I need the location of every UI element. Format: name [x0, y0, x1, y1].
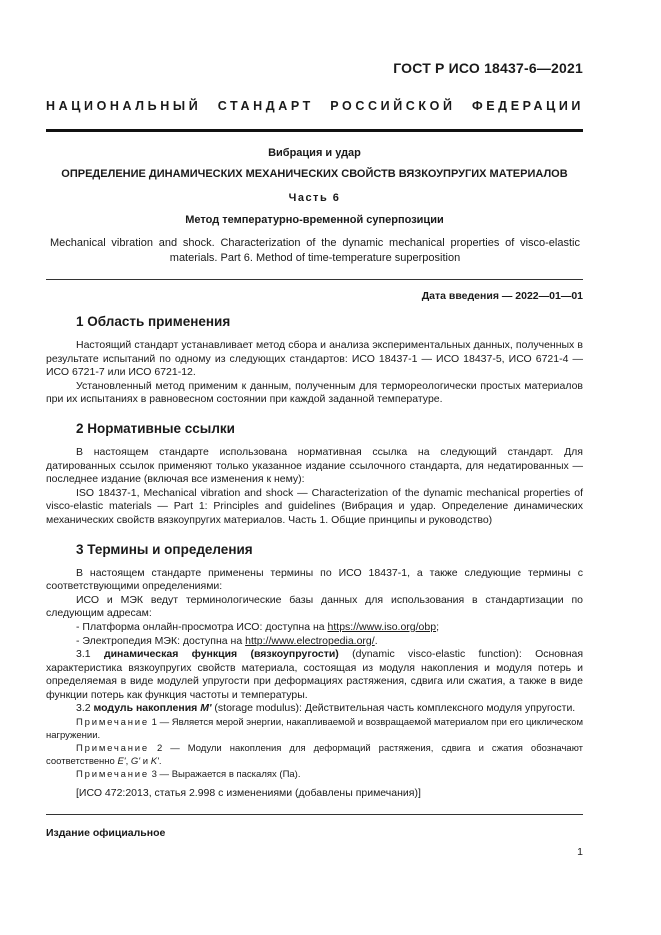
subject-title: Вибрация и удар: [268, 147, 361, 159]
introduction-date: Дата введения — 2022—01—01: [421, 290, 583, 302]
symbol-k: K': [150, 756, 159, 768]
title-divider: [46, 279, 583, 280]
standard-number: ГОСТ Р ИСО 18437-6—2021: [393, 60, 583, 76]
note-1: [46, 716, 583, 742]
part-title: Часть 6: [288, 192, 341, 204]
term-name: модуль накопления: [93, 702, 198, 715]
section-scope: [46, 314, 583, 407]
term-definition-3-1: [46, 648, 583, 702]
paragraph: Установленный метод применим к данным, полученным для термореологически простых материалов при их испытаниях в равновесном состоянии при каждой заданной температуре.: [46, 379, 583, 406]
term-name: динамическая функция (вязкоупругости): [103, 648, 339, 661]
punctuation: ,: [125, 756, 131, 768]
term-number: 3.2: [76, 702, 94, 715]
english-title: Mechanical vibration and shock. Characterization of the dynamic mechanical properties of visco-elastic materials. Part 6. Method of time-temperature superposition: [50, 237, 580, 264]
term-definition-text: (storage modulus): Действительная часть комплексного модуля упругости.: [211, 702, 576, 715]
paragraph: В настоящем стандарте применены термины по ИСО 18437-1, а также следующие термины с соответствующими определениями:: [46, 566, 583, 593]
paragraph: ИСО и МЭК ведут терминологические базы данных для использования в стандартизации по следующим адресам:: [46, 593, 583, 620]
list-item-text: - Платформа онлайн-просмотра ИСО: доступна на: [76, 620, 328, 633]
note-2: [46, 742, 583, 768]
section-heading: 1 Область применения: [76, 314, 231, 329]
main-title: ОПРЕДЕЛЕНИЕ ДИНАМИЧЕСКИХ МЕХАНИЧЕСКИХ СВОЙСТВ ВЯЗКОУПРУГИХ МАТЕРИАЛОВ: [61, 168, 568, 180]
punctuation: .: [374, 634, 378, 647]
term-symbol: M': [200, 702, 212, 715]
list-item: [46, 621, 583, 635]
section-terms-definitions: [46, 542, 583, 801]
term-definition-text: (dynamic visco-elastic function): Основная характеристика вязкоупругих свойств материала, состоящая из модуля накопления и модуля потерь и определяемая в виде модулей упругости при деформациях растяжения, сдвига или сжатия, а также в виде функции потерь как функция частоты и температуры.: [46, 648, 584, 701]
official-edition-label: Издание официальное: [46, 827, 166, 839]
method-title: Метод температурно-временной суперпозиции: [185, 214, 444, 226]
source-reference: [ИСО 472:2013, статья 2.998 с изменениями (добавлены примечания)]: [76, 787, 421, 800]
note-label: Примечание: [76, 743, 149, 755]
note-3: [46, 768, 583, 781]
document-body: [46, 314, 583, 801]
section-heading: 2 Нормативные ссылки: [76, 420, 235, 436]
list-item: [46, 635, 583, 649]
punctuation: .: [158, 756, 162, 768]
note-text: 2 — Модули накопления для деформаций растяжения, сдвига и сжатия обозначают соответственно: [46, 743, 583, 768]
symbol-g: G': [130, 756, 141, 768]
national-standard-banner: НАЦИОНАЛЬНЫЙ СТАНДАРТ РОССИЙСКОЙ ФЕДЕРАЦИИ: [46, 99, 584, 113]
paragraph: Настоящий стандарт устанавливает метод сбора и анализа экспериментальных данных, полученных в результате испытаний по одному из следующих стандартов: ИСО 18437-1 — ИСО 18437-5, ИСО 6721-4 — ИСО 6721-7 или ИСО 6721-12.: [46, 339, 583, 379]
note-text: 1 — Является мерой энергии, накапливаемой и возвращаемой материалом при его циклическом нагружении.: [46, 717, 583, 742]
paragraph: В настоящем стандарте использована нормативная ссылка на следующий стандарт. Для датированных ссылок применяют только указанное издание ссылочного стандарта, для недатированных — последнее издание (включая все изменения к нему):: [46, 445, 583, 486]
note-label: Примечание: [76, 717, 149, 729]
punctuation: ;: [436, 620, 439, 633]
section-normative-references: [46, 421, 583, 528]
footer-divider: [46, 814, 583, 815]
list-item-text: - Электропедия МЭК: доступна на: [76, 634, 246, 647]
conjunction: и: [140, 756, 151, 768]
note-label: Примечание: [76, 769, 149, 781]
symbol-e: E': [117, 756, 126, 768]
term-definition-3-2: [46, 702, 583, 716]
page-number: 1: [577, 846, 583, 858]
section-heading: 3 Термины и определения: [76, 541, 253, 557]
iso-obp-link[interactable]: https://www.iso.org/obp: [327, 620, 437, 633]
electropedia-link[interactable]: http://www.electropedia.org/: [245, 634, 375, 647]
reference-entry: ISO 18437-1, Mechanical vibration and shock — Characterization of the dynamic mechanical properties of visco-elastic materials — Part 1: Principles and guidelines (Вибрация и удар. Определение динамических механических свойств вязкоупругих материалов. Часть 1. Общие принципы и руководство): [46, 486, 583, 526]
note-text: 3 — Выражается в паскалях (Па).: [149, 769, 301, 781]
term-number: 3.1: [76, 648, 104, 661]
header-divider: [46, 129, 583, 132]
